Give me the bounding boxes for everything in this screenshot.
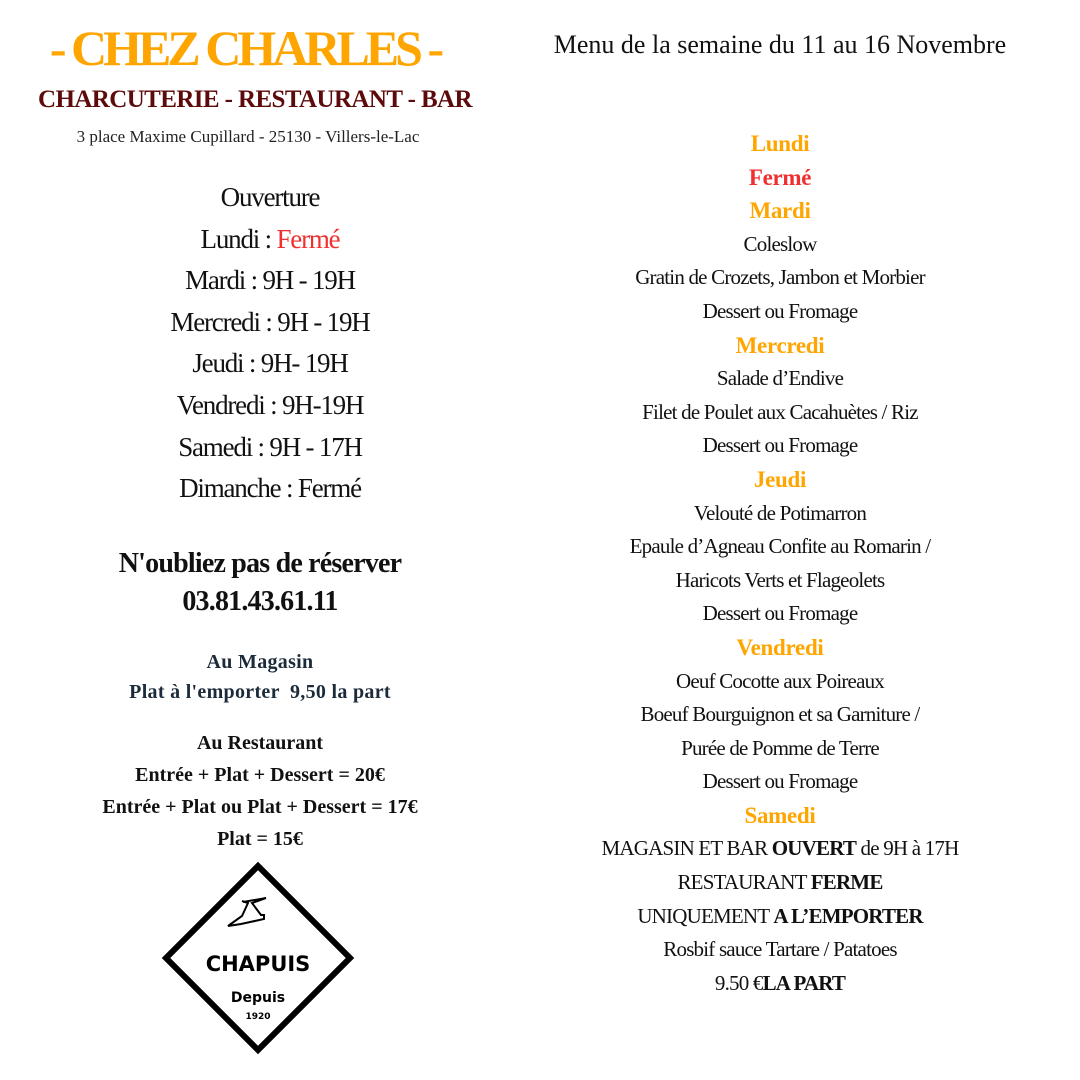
- menu-item: Velouté de Potimarron: [693, 500, 867, 525]
- hours-row-jeudi: [60, 343, 480, 385]
- hours-value: 9H- 19H: [260, 348, 348, 379]
- menu-item: Dessert ou Fromage: [702, 298, 858, 323]
- hours-row-mardi: [60, 260, 480, 302]
- menu-day-samedi: Samedi: [744, 802, 816, 828]
- restaurant-address: 3 place Maxime Cupillard - 25130 - Villers-le-Lac: [76, 127, 420, 146]
- hours-value: 9H - 17H: [269, 431, 362, 462]
- menu-item: Dessert ou Fromage: [702, 601, 858, 626]
- weekly-menu: [520, 127, 1040, 1000]
- price-line: Entrée + Plat ou Plat + Dessert = 17€: [102, 796, 418, 818]
- week-menu-title: Menu de la semaine du 11 au 16 Novembre: [553, 30, 1007, 59]
- samedi-line-dish: Rosbif sauce Tartare / Patatoes: [663, 937, 897, 962]
- opening-hours-title: Ouverture: [220, 182, 320, 212]
- samedi-line-shop-bar: MAGASIN ET BAR OUVERT de 9H à 17H: [601, 836, 959, 861]
- menu-day-vendredi: Vendredi: [736, 634, 824, 660]
- hours-row-dimanche: [60, 468, 480, 510]
- menu-item: Gratin de Crozets, Jambon et Morbier: [635, 265, 925, 290]
- logo-year: 1920: [245, 1012, 271, 1022]
- menu-item: Epaule d’Agneau Confite au Romarin /: [629, 534, 931, 559]
- restaurant-title: Au Restaurant: [196, 732, 324, 754]
- menu-day-mardi: Mardi: [749, 198, 811, 224]
- hours-row-samedi: [60, 427, 480, 469]
- hours-day: Jeudi :: [192, 348, 256, 379]
- hours-day: Samedi :: [178, 431, 264, 462]
- restaurant-prices-block: [30, 727, 490, 855]
- hours-value: 9H - 19H: [262, 265, 355, 296]
- samedi-line-restaurant: RESTAURANT FERME: [677, 870, 883, 895]
- chapuis-logo: [158, 858, 358, 1058]
- hours-row-mercredi: [60, 302, 480, 344]
- hours-day: Vendredi :: [176, 389, 277, 420]
- magasin-price-line: Plat à l'emporter 9,50 la part: [129, 681, 391, 703]
- menu-item: Haricots Verts et Flageolets: [675, 567, 885, 592]
- hours-day: Mardi :: [185, 265, 257, 296]
- restaurant-brand-title: - CHEZ CHARLES -: [49, 20, 441, 76]
- hours-day: Dimanche :: [179, 473, 293, 504]
- menu-item: Filet de Poulet aux Cacahuètes / Riz: [642, 399, 918, 424]
- reservation-phone: 03.81.43.61.11: [182, 586, 338, 617]
- menu-item: Salade d’Endive: [716, 366, 844, 391]
- samedi-line-takeaway: UNIQUEMENT A L’EMPORTER: [637, 903, 923, 928]
- hours-row-vendredi: [60, 385, 480, 427]
- hours-day: Mercredi :: [170, 306, 272, 337]
- magasin-title: Au Magasin: [206, 651, 314, 673]
- menu-item: Dessert ou Fromage: [702, 433, 858, 458]
- logo-name: CHAPUIS: [205, 952, 311, 976]
- opening-hours: [60, 177, 480, 510]
- samedi-line-price: 9.50 €LA PART: [714, 970, 846, 995]
- menu-day-status-closed: Fermé: [748, 164, 812, 190]
- magasin-block: [40, 647, 480, 707]
- price-line: Plat = 15€: [217, 828, 303, 850]
- restaurant-subtitle: CHARCUTERIE - RESTAURANT - BAR: [38, 86, 472, 113]
- logo-since-label: Depuis: [230, 990, 286, 1006]
- menu-day-jeudi: Jeudi: [753, 466, 807, 492]
- hours-value: 9H - 19H: [277, 306, 370, 337]
- menu-item: Dessert ou Fromage: [702, 769, 858, 794]
- hours-closed-value: Fermé: [276, 223, 340, 254]
- menu-day-lundi: Lundi: [750, 131, 810, 156]
- hours-value: 9H-19H: [281, 389, 364, 420]
- hours-row-lundi: [60, 219, 480, 261]
- hours-value: Fermé: [297, 473, 361, 504]
- price-line: Entrée + Plat + Dessert = 20€: [135, 764, 385, 786]
- menu-item: Purée de Pomme de Terre: [681, 735, 879, 760]
- reservation-block: [40, 545, 480, 621]
- menu-item: Oeuf Cocotte aux Poireaux: [675, 668, 885, 693]
- menu-item: Boeuf Bourguignon et sa Garniture /: [640, 702, 920, 727]
- menu-day-mercredi: Mercredi: [735, 332, 825, 358]
- menu-item: Coleslow: [743, 231, 817, 256]
- hours-day: Lundi :: [200, 223, 271, 254]
- reservation-text: N'oubliez pas de réserver: [118, 548, 402, 579]
